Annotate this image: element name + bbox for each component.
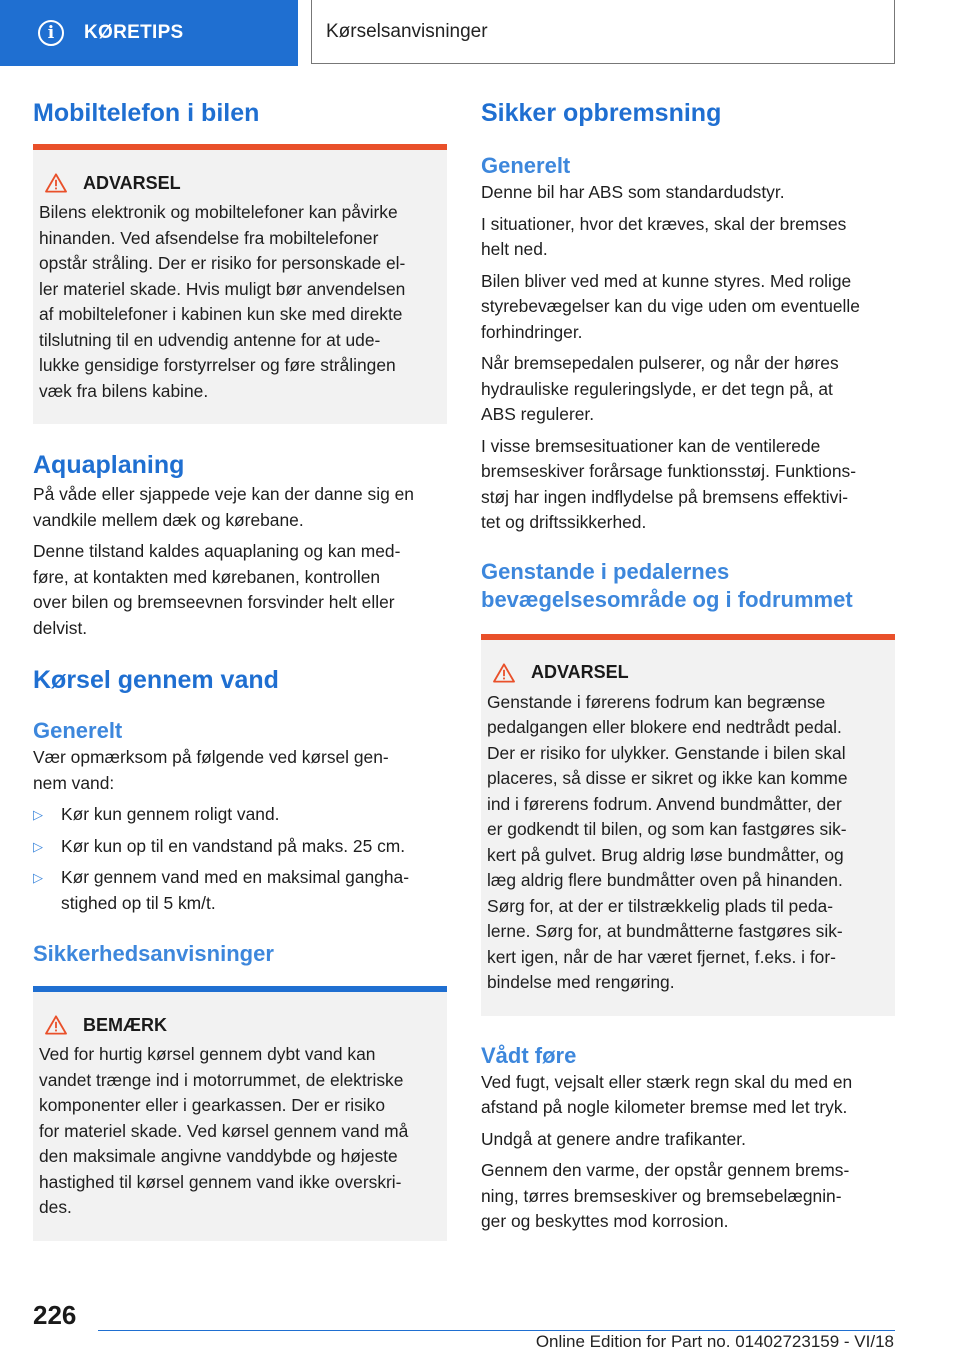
- chapter-title: Kørselsanvisninger: [326, 20, 488, 42]
- warning-box-pedal: [481, 640, 895, 1016]
- paragraph: Denne tilstand kaldes aquaplaning og kan med‐ føre, at kontakten med kørebanen, kontrollen over bilen og bremseevnen forsvinder helt eller delvist.: [33, 541, 401, 638]
- paragraph: Vær opmærksom på følgende ved kørsel gen‐ nem vand:: [33, 747, 389, 793]
- bullet-triangle-icon: ▷: [33, 838, 43, 854]
- warning-text: Genstande i førerens fodrum kan begrænse pedalgangen eller blokere end nedtrådt pedal. Der er risiko for ulykker. Genstande i bilen skal placeres, så disse er sikret og ikke kan komme ind i førerens fodrum. Anvend bundmåtter, der er godkendt til bilen, og som kan fastgøres sik‐ kert på gulvet. Brug aldrig løse bundmåtter, og læg aldrig flere bundmåtter oven på hinanden. Sørg for, at der er tilstrækkelig plads til peda‐ lerne. Sørg for, at bundmåtterne fastgøres sik‐ kert igen, når de har været fjernet, f.eks. i for‐ bindelse med rengøring.: [487, 691, 848, 992]
- heading-braking: Sikker opbremsning: [481, 99, 722, 127]
- warning-triangle-icon: [493, 663, 515, 683]
- paragraph: I visse bremsesituationer kan de ventilerede bremseskiver forårsage funktionsstøj. Funktions‐ støj har ingen indflydelse på bremsens effektivi‐ tet og driftssikkerhed.: [481, 435, 857, 532]
- subheading-safety: Sikkerhedsanvisninger: [33, 941, 274, 966]
- paragraph: Gennem den varme, der opstår gennem brems‐ ning, tørres bremseskiver og bremsebelægnin‐ ger og beskyttes mod korrosion.: [481, 1160, 850, 1231]
- paragraph: På våde eller sjappede veje kan der danne sig en vandkile mellem dæk og kørebane.: [33, 484, 414, 530]
- subheading-pedal: Genstande i pedalernes bevægelsesområde og i fodrummet: [481, 558, 853, 612]
- paragraph: Denne bil har ABS som standardudstyr.: [481, 182, 785, 202]
- paragraph: Ved fugt, vejsalt eller stærk regn skal du med en afstand på nogle kilometer bremse med let tryk.: [481, 1071, 853, 1117]
- notice-box-water: [33, 992, 447, 1241]
- warning-triangle-icon: [45, 173, 67, 193]
- info-icon: i: [38, 20, 64, 46]
- edition-note: Online Edition for Part no. 01402723159 - VI/18: [535, 1332, 894, 1351]
- list-item: ▷ Kør kun gennem roligt vand.: [33, 802, 447, 828]
- heading-mobile: Mobiltelefon i bilen: [33, 99, 260, 127]
- subheading-wet: Vådt føre: [481, 1042, 577, 1068]
- bullet-triangle-icon: ▷: [33, 807, 43, 822]
- notice-text: Ved for hurtig kørsel gennem dybt vand kan vandet trænge ind i motorrummet, de elektriske komponenter eller i gearkassen. Der er risiko for materiel skade. Ved kørsel gennem vand må den maksimale angivne vanddybde og højeste hastighed til kørsel gennem vand ikke overskri‐ des.: [39, 1044, 409, 1217]
- section-title: KØRETIPS: [84, 22, 184, 43]
- notice-title: BEMÆRK: [45, 1012, 439, 1038]
- paragraph: Bilen bliver ved med at kunne styres. Med rolige styrebevægelser kan du vige uden om eventuelle forhindringer.: [481, 270, 860, 342]
- warning-title: ADVARSEL: [493, 660, 887, 686]
- section-tab: [0, 0, 298, 66]
- bullet-triangle-icon: ▷: [33, 870, 43, 885]
- paragraph: I situationer, hvor det kræves, skal der bremses helt ned.: [481, 213, 847, 259]
- warning-box-mobile: [33, 150, 447, 424]
- chapter-header: [311, 0, 895, 64]
- footer-divider: [98, 1330, 895, 1331]
- heading-water: Kørsel gennem vand: [33, 666, 279, 694]
- list-item: ▷ Kør kun op til en vandstand på maks. 25 cm.: [33, 834, 447, 860]
- warning-triangle-icon: [45, 1015, 67, 1035]
- paragraph: Undgå at genere andre trafikanter.: [481, 1128, 746, 1149]
- list-item: ▷ Kør gennem vand med en maksimal gangha‐ stighed op til 5 km/t.: [33, 865, 447, 916]
- page-number: 226: [33, 1300, 77, 1330]
- subheading-general: Generelt: [481, 153, 571, 178]
- paragraph: Når bremsepedalen pulserer, og når der høres hydrauliske reguleringslyde, er det tegn på, at ABS regulerer.: [481, 353, 839, 424]
- subheading-general: Generelt: [33, 718, 123, 743]
- left-column: [33, 98, 447, 1241]
- heading-aquaplaning: Aquaplaning: [33, 451, 185, 479]
- warning-title: ADVARSEL: [45, 170, 439, 196]
- right-column: [481, 98, 895, 1235]
- warning-text: Bilens elektronik og mobiltelefoner kan påvirke hinanden. Ved afsendelse fra mobiltelefoner opstår stråling. Der er risiko for personskade el‐ ler materiel skade. Hvis muligt bør anvendelsen af mobiltelefoner i kabinen kun ske med direkte tilslutning til en udvendig antenne for at ude‐ lukke gensidige forstyrrelser og føre strålingen væk fra bilens kabine.: [39, 202, 406, 401]
